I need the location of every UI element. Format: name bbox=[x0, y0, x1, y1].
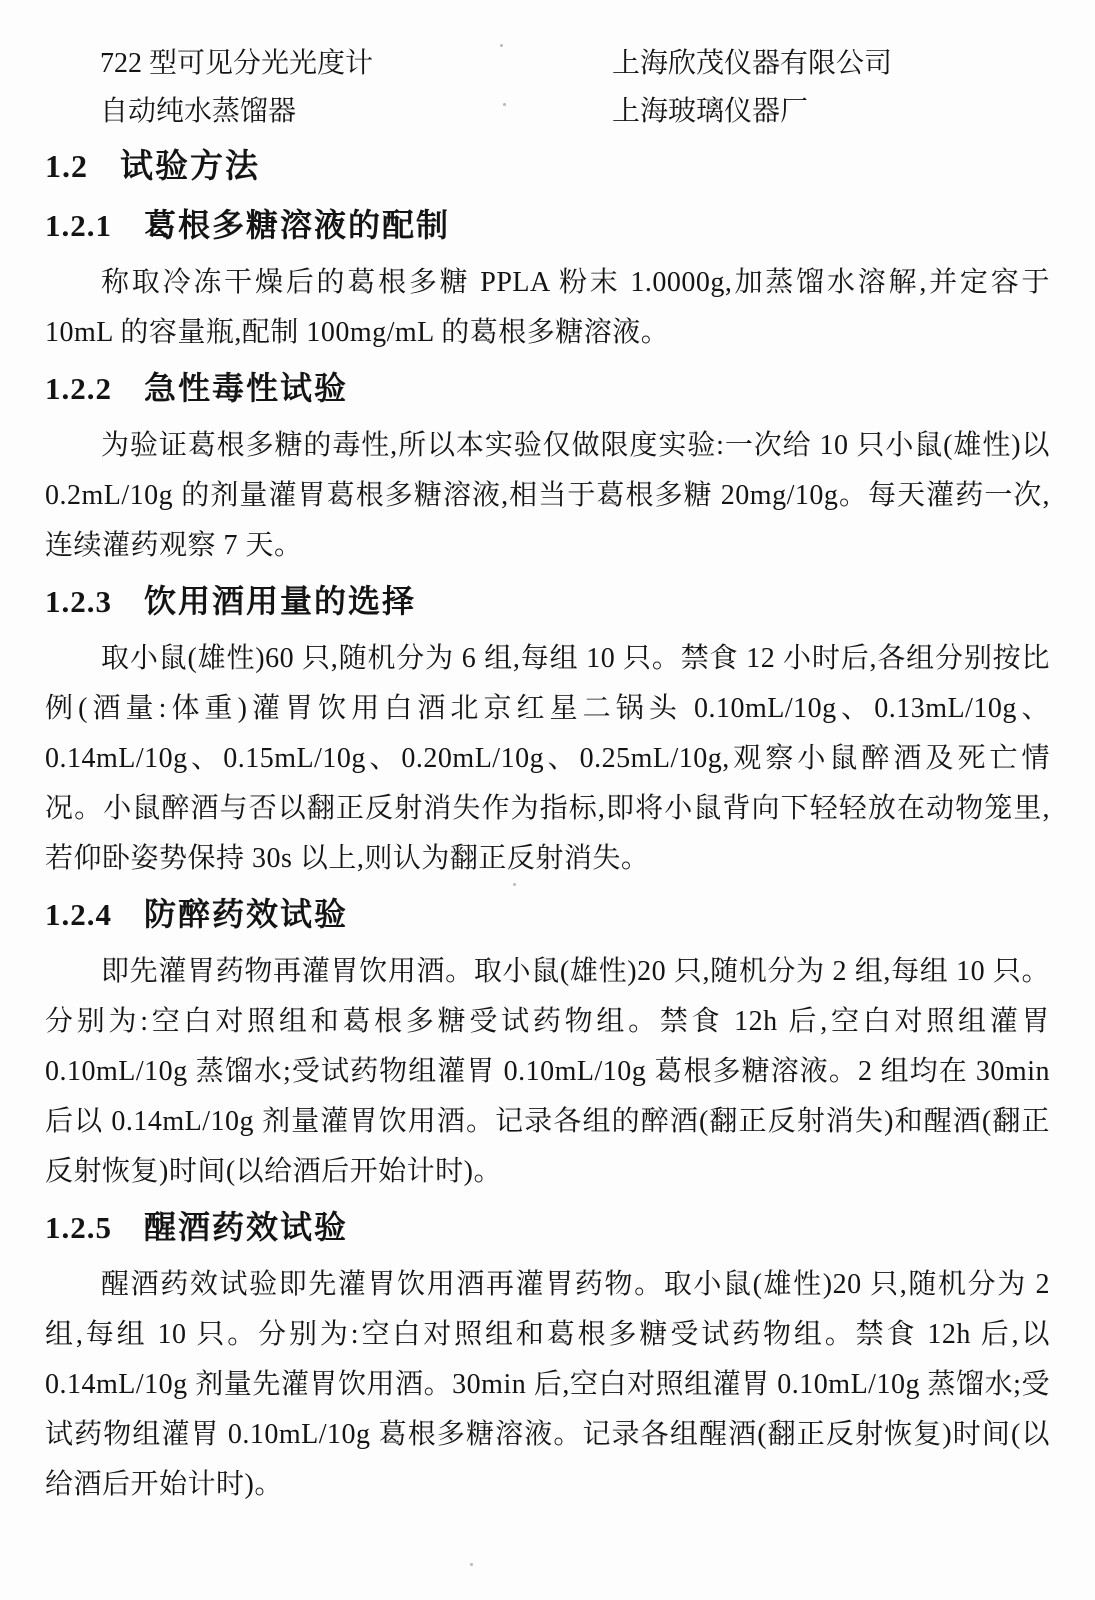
scan-speck bbox=[470, 1563, 473, 1566]
section-number: 1.2.5 bbox=[45, 1210, 112, 1245]
section-number: 1.2 bbox=[45, 148, 88, 184]
equipment-supplier: 上海欣茂仪器有限公司 bbox=[612, 48, 893, 79]
section-number: 1.2.2 bbox=[45, 371, 112, 406]
section-paragraph-1-2-4: 即先灌胃药物再灌胃饮用酒。取小鼠(雄性)20 只,随机分为 2 组,每组 10 只。分别为:空白对照组和葛根多糖受试药物组。禁食 12h 后,空白对照组灌胃 0.10mL/10g 蒸馏水;受试药物组灌胃 0.10mL/10g 葛根多糖溶液。2 组均在 30min 后以 0.14mL/10g 剂量灌胃饮用酒。记录各组的醉酒(翻正反射消失)和醒酒(翻正反射恢复)时间(以给酒后开始计时)。 bbox=[45, 956, 1050, 1187]
section-paragraph-1-2-2: 为验证葛根多糖的毒性,所以本实验仅做限度实验:一次给 10 只小鼠(雄性)以 0.2mL/10g 的剂量灌胃葛根多糖溶液,相当于葛根多糖 20mg/10g。每天灌药一次,连续灌药观察 7 天。 bbox=[45, 430, 1050, 561]
equipment-row bbox=[45, 88, 1050, 136]
section-number: 1.2.4 bbox=[45, 897, 112, 932]
section-title: 醒酒药效试验 bbox=[144, 1209, 349, 1245]
section-title: 急性毒性试验 bbox=[144, 370, 349, 406]
scan-speck bbox=[513, 883, 516, 886]
scan-speck bbox=[500, 44, 503, 47]
equipment-row bbox=[45, 40, 1050, 88]
section-heading-1-2 bbox=[45, 144, 1050, 195]
section-title: 试验方法 bbox=[120, 147, 260, 184]
scan-speck bbox=[503, 103, 506, 106]
equipment-name: 722 型可见分光光度计 bbox=[100, 48, 374, 79]
equipment-name: 自动纯水蒸馏器 bbox=[100, 96, 297, 127]
section-paragraph-1-2-3: 取小鼠(雄性)60 只,随机分为 6 组,每组 10 只。禁食 12 小时后,各组分别按比例(酒量:体重)灌胃饮用白酒北京红星二锅头 0.10mL/10g、0.13mL/10g、0.14mL/10g、0.15mL/10g、0.20mL/10g、0.25mL/10g,观察小鼠醉酒及死亡情况。小鼠醉酒与否以翻正反射消失作为指标,即将小鼠背向下轻轻放在动物笼里,若仰卧姿势保持 30s 以上,则认为翻正反射消失。 bbox=[45, 643, 1050, 874]
section-heading-1-2-3 bbox=[45, 579, 1050, 630]
section-heading-1-2-4 bbox=[45, 892, 1050, 943]
section-paragraph-1-2-5: 醒酒药效试验即先灌胃饮用酒再灌胃药物。取小鼠(雄性)20 只,随机分为 2 组,每组 10 只。分别为:空白对照组和葛根多糖受试药物组。禁食 12h 后,以 0.14mL/10g 剂量先灌胃饮用酒。30min 后,空白对照组灌胃 0.10mL/10g 蒸馏水;受试药物组灌胃 0.10mL/10g 葛根多糖溶液。记录各组醒酒(翻正反射恢复)时间(以给酒后开始计时)。 bbox=[45, 1269, 1050, 1500]
section-title: 葛根多糖溶液的配制 bbox=[144, 207, 451, 243]
section-heading-1-2-1 bbox=[45, 203, 1050, 254]
equipment-supplier: 上海玻璃仪器厂 bbox=[612, 96, 809, 127]
section-title: 饮用酒用量的选择 bbox=[144, 583, 417, 619]
section-title: 防醉药效试验 bbox=[144, 896, 349, 932]
section-number: 1.2.3 bbox=[45, 584, 112, 619]
section-heading-1-2-5 bbox=[45, 1205, 1050, 1256]
section-heading-1-2-2 bbox=[45, 366, 1050, 417]
section-paragraph-1-2-1: 称取冷冻干燥后的葛根多糖 PPLA 粉末 1.0000g,加蒸馏水溶解,并定容于 10mL 的容量瓶,配制 100mg/mL 的葛根多糖溶液。 bbox=[45, 267, 1050, 348]
section-number: 1.2.1 bbox=[45, 208, 112, 243]
